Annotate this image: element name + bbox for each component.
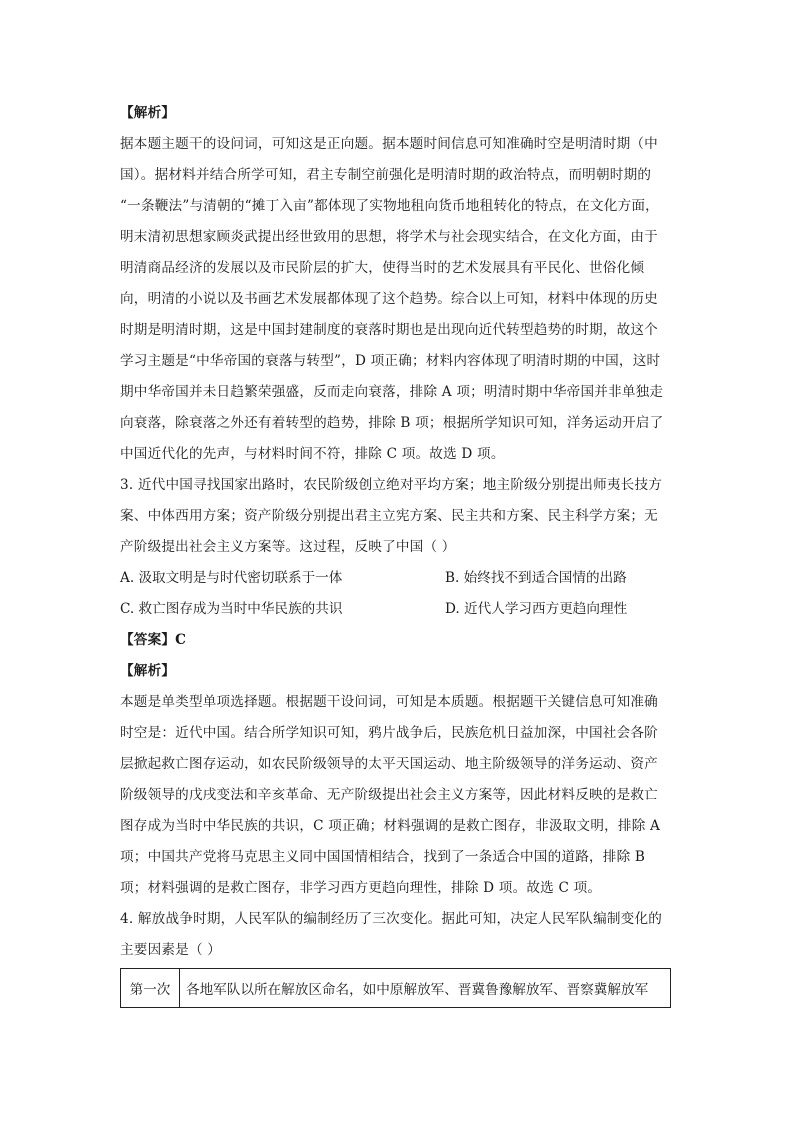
text-line: 期中华帝国并未日趋繁荣强盛，反而走向衰落，排除 A 项；明清时期中华帝国并非单独走 [120, 384, 664, 400]
text-line: 向衰落，除衰落之外还有着转型的趋势，排除 B 项；根据所学知识可知，洋务运动开启了 [120, 415, 664, 431]
document-content [120, 98, 674, 1008]
table-cell-label: 第一次 [121, 969, 180, 1008]
analysis-heading: 【解析】 [120, 105, 176, 121]
question-line: 案、中体西用方案；资产阶级分别提出君主立宪方案、民主共和方案、民主科学方案；无 [120, 508, 658, 524]
text-line: 本题是单类型单项选择题。根据题干设问词，可知是本质题。根据题干关键信息可知准确 [120, 694, 658, 710]
table-row [121, 969, 671, 1008]
option-c: C. 救亡图存成为当时中华民族的共识 [120, 601, 343, 617]
analysis-heading: 【解析】 [120, 663, 176, 679]
text-line: 向，明清的小说以及书画艺术发展都体现了这个趋势。综合以上可知，材料中体现的历史 [120, 291, 658, 307]
text-line: 时空是：近代中国。结合所学知识可知，鸦片战争后，民族危机日益加深，中国社会各阶 [120, 725, 658, 741]
table-cell-text: 各地军队以所在解放区命名，如中原解放军、晋冀鲁豫解放军、晋察冀解放军 [180, 969, 671, 1008]
text-line: 层掀起救亡图存运动，如农民阶级领导的太平天国运动、地主阶级领导的洋务运动、资产 [120, 756, 658, 772]
army-organization-table [120, 968, 671, 1008]
option-d: D. 近代人学习西方更趋向理性 [445, 601, 628, 617]
option-a: A. 汲取文明是与时代密切联系于一体 [120, 570, 343, 586]
text-line: 时期是明清时期，这是中国封建制度的衰落时期也是出现向近代转型趋势的时期，故这个 [120, 322, 658, 338]
text-line: 项；材料强调的是救亡图存，非学习西方更趋向理性，排除 D 项。故选 C 项。 [120, 880, 602, 896]
question-line: 产阶级提出社会主义方案等。这过程，反映了中国（ ） [120, 539, 456, 555]
text-line: 图存成为当时中华民族的共识，C 项正确；材料强调的是救亡图存，非汲取文明，排除 A [120, 818, 661, 834]
text-line: 学习主题是“中华帝国的衰落与转型”，D 项正确；材料内容体现了明清时期的中国，这时 [120, 353, 661, 369]
analysis-paragraph [120, 129, 674, 470]
text-line: 据本题主题干的设问词，可知这是正向题。据本题时间信息可知准确时空是明清时期（中 [120, 136, 658, 152]
text-line: 项；中国共产党将马克思主义同中国国情相结合，找到了一条适合中国的道路，排除 B [120, 849, 646, 865]
text-line: 明末清初思想家顾炎武提出经世致用的思想，将学术与社会现实结合，在文化方面，由于 [120, 229, 658, 245]
question-3-stem [120, 470, 674, 563]
option-b: B. 始终找不到适合国情的出路 [445, 570, 627, 586]
analysis-paragraph [120, 687, 674, 904]
text-line: 国）。据材料并结合所学可知，君主专制空前强化是明清时期的政治特点，而明朝时期的 [120, 167, 652, 183]
answer-line: 【答案】C [120, 632, 187, 648]
question-line: 4. 解放战争时期，人民军队的编制经历了三次变化。据此可知，决定人民军队编制变化的 [120, 911, 663, 927]
options-row-ab [120, 563, 674, 594]
question-4-stem [120, 904, 674, 966]
text-line: “一条鞭法”与清朝的“摊丁入亩”都体现了实物地租向货币地租转化的特点，在文化方面， [120, 198, 659, 214]
text-line: 中国近代化的先声，与材料时间不符，排除 C 项。故选 D 项。 [120, 446, 505, 462]
question-line: 主要因素是（ ） [120, 942, 222, 958]
text-line: 明清商品经济的发展以及市民阶层的扩大，使得当时的艺术发展具有平民化、世俗化倾 [120, 260, 645, 276]
options-row-cd [120, 594, 674, 625]
text-line: 阶级领导的戊戌变法和辛亥革命、无产阶级提出社会主义方案等，因此材料反映的是救亡 [120, 787, 658, 803]
question-line: 3. 近代中国寻找国家出路时，农民阶级创立绝对平均方案；地主阶级分别提出师夷长技方 [120, 477, 663, 493]
